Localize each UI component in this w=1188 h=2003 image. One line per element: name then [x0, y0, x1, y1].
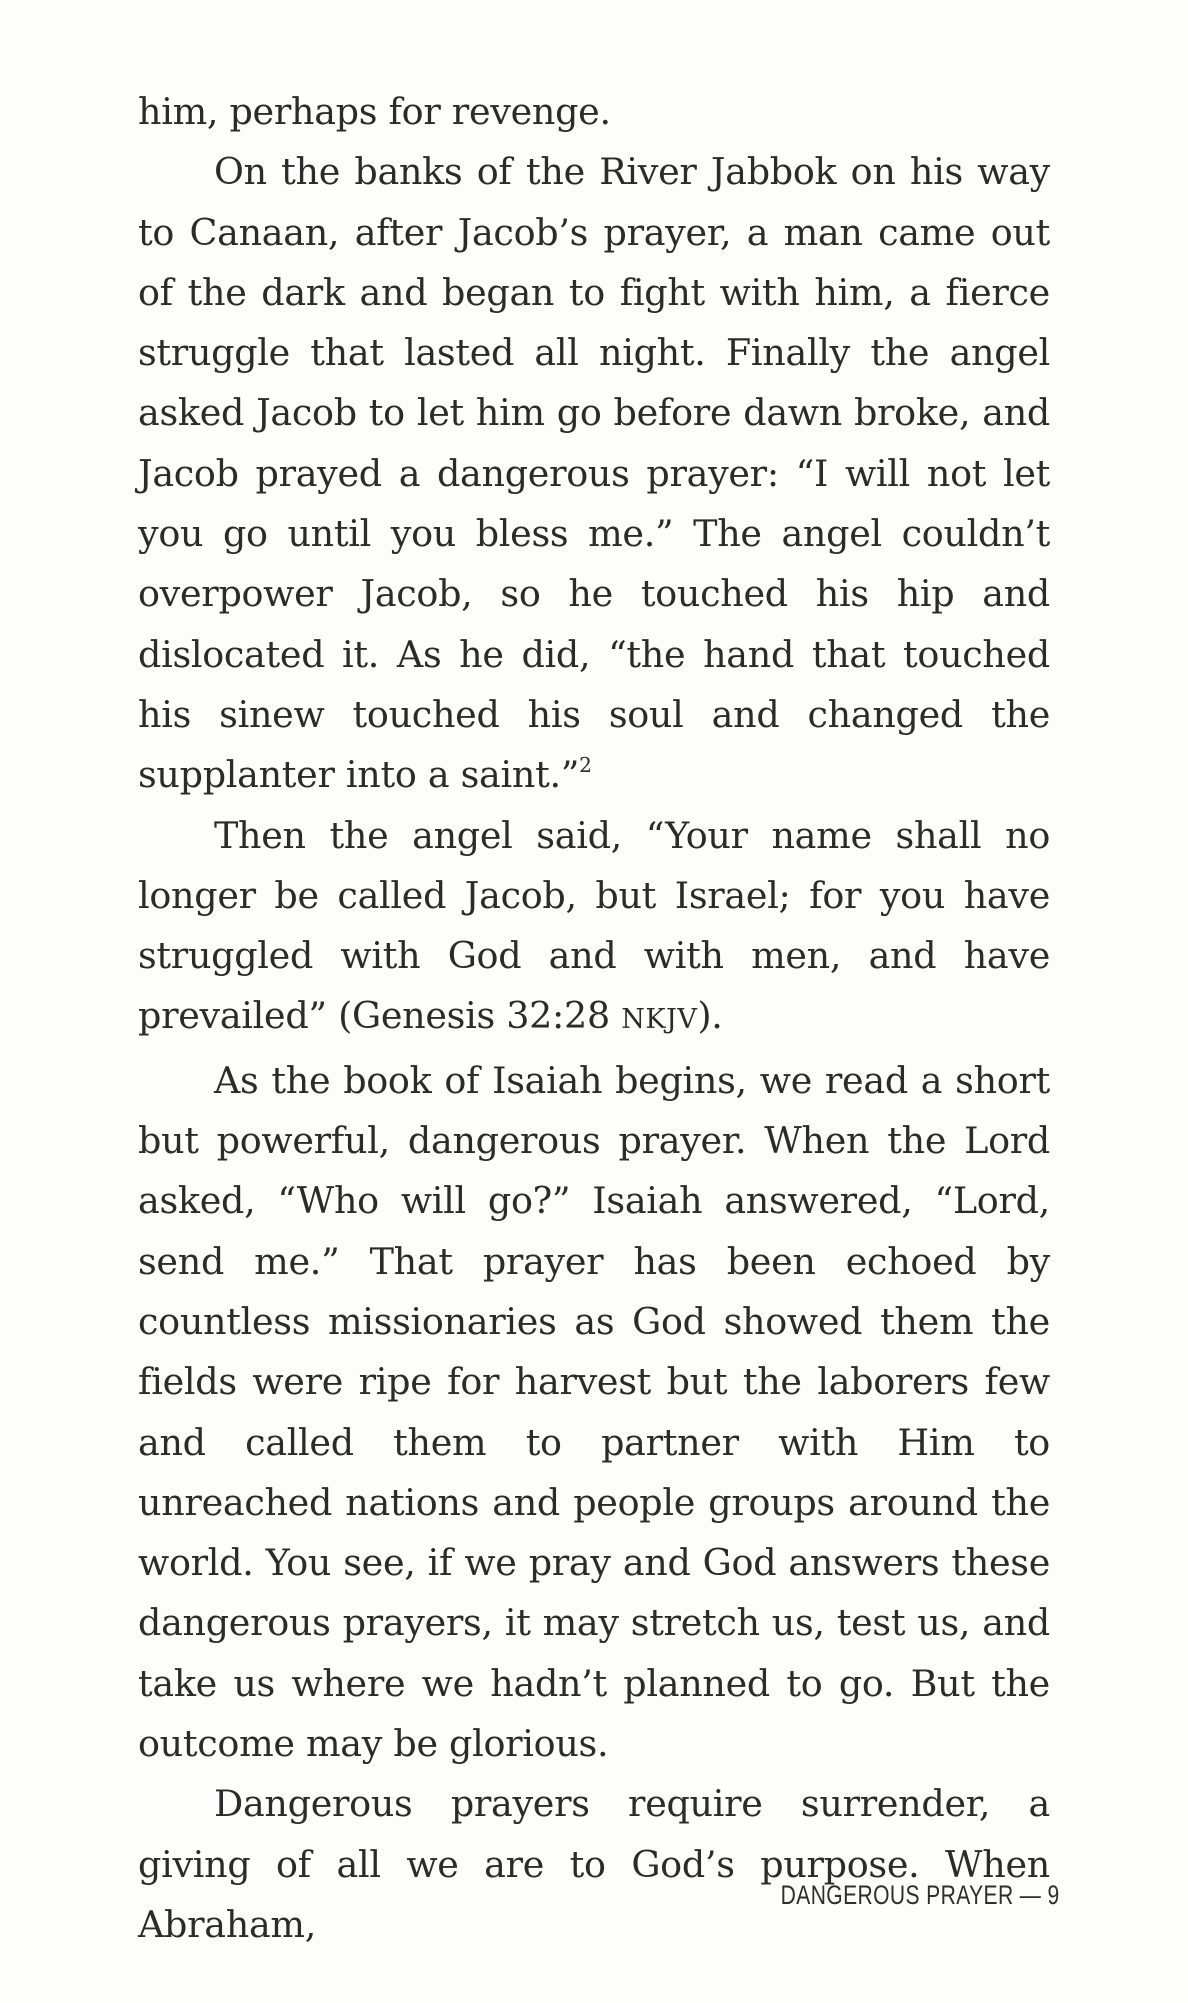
paragraph-2 [138, 142, 1050, 805]
paragraph-5: Dangerous prayers require surrender, a giving of all we are to God’s purpose. When Abraham, [138, 1782, 1050, 1946]
paragraph-4: As the book of Isaiah begins, we read a short but powerful, dangerous prayer. When the Lord asked, “Who will go?” Isaiah answered, “Lord, send me.” That prayer has been echoed by countless missionaries as God showed them the fields were ripe for harvest but the laborers few and called them to partner with Him to unreached nations and people groups around the world. You see, if we pray and God answers these dangerous prayers, it may stretch us, test us, and take us where we hadn’t planned to go. But the outcome may be glorious. [138, 1058, 1050, 1766]
paragraph-1: him, perhaps for revenge. [138, 90, 611, 133]
paragraph-3-text: Then the angel said, “Your name shall no longer be called Jacob, but Israel; for you have struggled with God and with men, and have prevailed” (Genesis 32:28 [138, 813, 1050, 1038]
footnote-reference: 2 [579, 753, 592, 778]
paragraph-3-end: ). [697, 994, 723, 1038]
footer-separator: — [1020, 1880, 1042, 1910]
paragraph-3 [138, 806, 1050, 1051]
bible-version: NKJV [621, 1004, 698, 1036]
body-text [138, 82, 1050, 1955]
page-footer [781, 1880, 1060, 1911]
paragraph-2-text: On the banks of the River Jabbok on his way to Canaan, after Jacob’s prayer, a man came out of the dark and began to fight with him, a fierce struggle that lasted all night. Finally the angel asked Jacob to let him go before dawn broke, and Jacob prayed a dangerous prayer: “I will not let you go until you bless me.” The angel couldn’t overpower Jacob, so he touched his hip and dislocated it. As he did, “the hand that touched his sinew touched his soul and changed the supplanter into a saint.” [138, 150, 1050, 797]
page-number: 9 [1047, 1880, 1060, 1910]
running-head: DANGEROUS PRAYER [781, 1880, 1014, 1910]
